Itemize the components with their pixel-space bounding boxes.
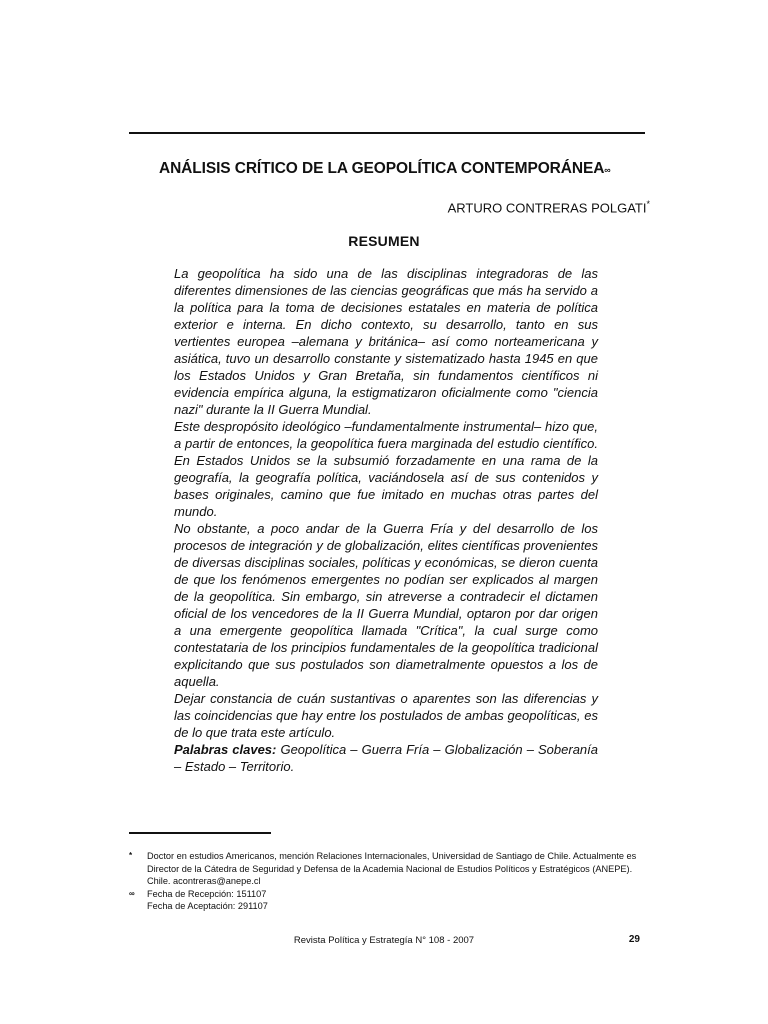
journal-footer: Revista Política y Estrategía N° 108 - 2007: [293, 935, 475, 946]
footnote-mark: ∞: [129, 888, 135, 898]
article-title-text: ANÁLISIS CRÍTICO DE LA GEOPOLÍTICA CONTEMPORÁNEA: [159, 160, 605, 177]
reception-date: Fecha de Recepción: 151107: [147, 888, 267, 899]
footnote-dates: [129, 888, 649, 913]
header-rule: [129, 132, 645, 134]
keywords-line: [174, 741, 598, 775]
article-author: [448, 199, 650, 215]
abstract-paragraph: Dejar constancia de cuán sustantivas o aparentes son las diferencias y las coincidencias que hay entre los postulados de ambas geopolíticas, es de lo que trata este artículo.: [174, 691, 598, 740]
acceptance-date: Fecha de Aceptación: 291107: [147, 901, 268, 911]
article-title: [159, 160, 659, 178]
footnote-author: [129, 850, 649, 888]
footnote-text: Doctor en estudios Americanos, mención Relaciones Internacionales, Universidad de Santiago de Chile. Actualmente es Director de la Cátedra de Seguridad y Defensa de la Academia Nacional de Estudios Políticos y Estratégicos (ANEPE). Chile. acontreras@anepe.cl: [147, 851, 637, 886]
author-name: ARTURO CONTRERAS POLGATI: [447, 200, 647, 216]
page-number: 29: [628, 934, 640, 945]
abstract-body: [174, 265, 598, 775]
abstract-paragraph: Este despropósito ideológico –fundamentalmente instrumental– hizo que, a partir de entonces, la geopolítica fuera marginada del estudio científico. En Estados Unidos se la subsumió forzadamente en una rama de la geografía, la geografía política, vaciándosela así de sus contenidos y bases originales, camino que fue imitado en muchas otras partes del mundo.: [174, 419, 598, 519]
author-footnote-mark: *: [646, 199, 650, 209]
keywords-text: Geopolítica – Guerra Fría – Globalización – Soberanía – Estado – Territorio.: [174, 742, 599, 774]
keywords-label: Palabras claves:: [174, 742, 277, 757]
title-footnote-mark: ∞: [604, 165, 611, 175]
footnote-mark: *: [129, 851, 133, 860]
footnotes: [129, 850, 649, 913]
abstract-heading: RESUMEN: [348, 233, 420, 249]
abstract-paragraph: La geopolítica ha sido una de las disciplinas integradoras de las diferentes dimensiones de las ciencias geográficas que más ha servido a la política para la toma de decisiones estatales en materia de política exterior e interna. En dicho contexto, su desarrollo, tanto en sus vertientes europea –alemana y británica– así como norteamericana y asiática, tuvo un desarrollo constante y sistematizado hasta 1945 en que los Estados Unidos y Gran Bretaña, sin fundamentos científicos ni evidencia empírica alguna, la estigmatizaron oficialmente como "ciencia nazi" durante la II Guerra Mundial.: [174, 266, 598, 417]
footnote-rule: [129, 832, 271, 834]
abstract-paragraph: No obstante, a poco andar de la Guerra Fría y del desarrollo de los procesos de integración y de globalización, elites científicas provenientes de diversas disciplinas sociales, políticas y económicas, se dieron cuenta de que los fenómenos emergentes no podían ser explicados al margen de la geopolítica. Sin embargo, sin atreverse a contradecir el dictamen oficial de los vencedores de la II Guerra Mundial, optaron por dar origen a una emergente geopolítica llamada "Crítica", la cual surge como contestataria de los principios fundamentales de la geopolítica tradicional explicitando que sus postulados son diametralmente opuestos a los de aquella.: [174, 521, 598, 689]
